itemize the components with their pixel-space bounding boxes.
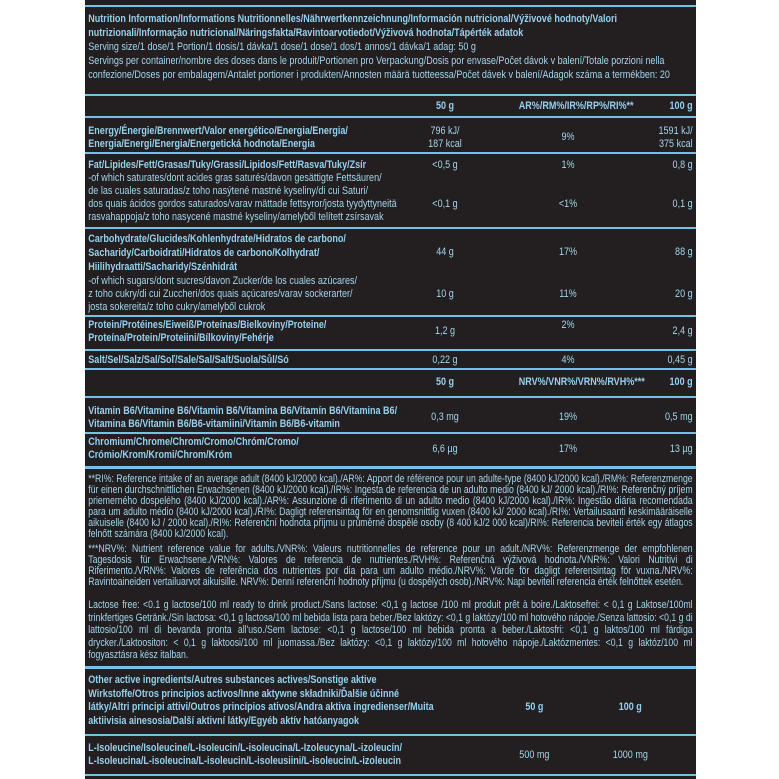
chromium-50g: 6,6 µg (432, 443, 458, 455)
divider (85, 368, 696, 370)
divider (85, 349, 696, 351)
energy-label: Energy/Énergie/Brennwert/Valor energético/Energia/Energia/ Energia/Energi/Energia/Energetická hodnota/Energia (88, 125, 348, 150)
vitb6-pct: 19% (558, 411, 578, 423)
carbs-100g: 88 g (675, 246, 693, 258)
col-header-100g: 100 g (669, 100, 693, 112)
sugars-100g: 20 g (675, 288, 693, 300)
carbs-label: Carbohydrate/Glucides/Kohlenhydrate/Hidratos de carbono/ Sacharidy/Carboidrati/Hidratos de carbono/Kolhydrat/ Hiilihydraatti/Sacharidy/Szénhidrát (88, 233, 346, 273)
sugars-50g: 10 g (436, 288, 454, 300)
divider (85, 152, 696, 154)
chromium-100g: 13 µg (669, 443, 693, 455)
protein-100g: 2,4 g (672, 325, 693, 337)
label-title: Nutrition Information/Informations Nutritionnelles/Nährwertkennzeichnung/Información nutricional/Výživové hodnoty/Valori nutrizionali/Informação nutricional/Näringsfakta/Ravintoarvotiedot/Výživová hodnota/Tápérték adatok (88, 13, 618, 39)
salt-100g: 0,45 g (667, 354, 693, 366)
salt-pct: 4% (561, 354, 575, 366)
fat-50g: <0,5 g (432, 159, 458, 171)
isoleucine-100g: 1000 mg (612, 749, 648, 761)
isoleucine-50g: 500 mg (519, 749, 550, 761)
col-header-nrv: NRV%/VNR%/VRN%/RVH%*** (518, 376, 645, 388)
divider (85, 734, 696, 736)
energy-50g: 796 kJ/ 187 kcal (428, 125, 462, 150)
sugars-label: -of which sugars/dont sucres/davon Zucker/de los cuales azúcares/ z toho cukry/di cui Zuccheri/dos quais açúcares/varav sockerarter/ josta sokereita/z toho cukry/amelyből cukrok (88, 275, 358, 313)
divider (85, 666, 696, 669)
saturates-pct: <1% (558, 198, 578, 210)
salt-label: Salt/Sel/Salz/Sal/Soľ/Sale/Sal/Salt/Suola/Sůl/Só (88, 354, 289, 366)
energy-pct: 9% (561, 131, 575, 143)
fat-pct: 1% (561, 159, 575, 171)
footnote-lactose: Lactose free: <0.1 g lactose/100 ml ready to drink product./Sans lactose: <0,1 g lactose /100 ml produit prêt à boire./Laktosefrei: < 0,1 g Laktose/100ml trinkfertiges Getränk./Sin lactosa: <0,1 g lactosa/100 ml bebida lista para beber./Bez laktózy: <0,1 g laktózy/100 ml hotového nápoje./Senza lattosio: <0,1 g di lattosio/100 ml di bevanda pronta all'uso./Sem lactose: <0,1 g lactose/100 ml bebida pronta a beber./Laktosfri: <0,1 g laktos/100 ml färdiga drycker./Laktoositon: < 0,1 g laktoosi/100 ml juomassa./Bez laktózy: <0,1 g laktózy/100 ml hotového nápoje./Laktózmentes: <0,1 g laktóz/100 ml fogyasztásra kész italban. (88, 599, 693, 662)
nutrition-label (85, 0, 696, 779)
sugars-pct: 11% (559, 288, 577, 300)
footnote-ri: **RI%: Reference intake of an average adult (8400 kJ/2000 kcal)./AR%: Apport de référence pour un adulte-type (8400 kJ/2000 kcal)./RM%: Referenzmenge für einen durchschnittlichen Erwachsenen (8400 kJ/2000 kcal)./IR%: Ingesta de referencia de un adulto medio (8400 kJ/ 2000 kcal)./RI%: Referenčný príjem priemerného dospelého (8400 kJ/2000 kcal)./AR%: Assunzione di riferimento di un adulto medio (8400 kJ/2000 kcal)./IR%: Ingestão diária recomendada para um adulto médio (8400 kJ/2000 kcal)./RI%: Dagligt referensintag för en genomsnittlig vuxen (8400 kJ/ 2000 kcal)./RI%: Vertailusaanti keskimääräiselle aikuiselle (8400 kJ / 2000 kcal)./RI%: Referenční hodnota příjmu u průměrné dospělé osoby (8 400 kJ/2 000 kcal)/RI%: Referencia beviteli érték egy átlagos felnőtt számára (8400 kJ/2000 kcal). (88, 473, 693, 540)
protein-label: Protein/Protéines/Eiweiß/Proteínas/Bielkoviny/Proteine/ Proteína/Protein/Proteiini/Bílkoviny/Fehérje (88, 319, 327, 344)
protein-50g: 1,2 g (434, 325, 456, 337)
energy-100g: 1591 kJ/ 375 kcal (658, 125, 693, 150)
saturates-label: -of which saturates/dont acides gras saturés/davon gesättigte Fettsäuren/ de las cuales saturadas/z toho nasýtené mastné kyseliny/di cui Saturi/ dos quais ácidos gordos saturados/varav mättade fettsyror/josta tyydyttyneitä rasvahappoja/z toho nasycené mastné kyseliny/amelyből telített zsírsavak (88, 172, 397, 223)
fat-label: Fat/Lipides/Fett/Grasas/Tuky/Grassi/Lipidos/Fett/Rasva/Tuky/Zsír (88, 159, 367, 171)
other-active-label: Other active ingredients/Autres substances actives/Sonstige aktive Wirkstoffe/Otros principios activos/Inne aktywne składniki/Ďalšie účinné látky/Altri principi attivi/Outros princípios ativos/Andra aktiva ingredienser/Muita aktiivisia ainesosia/Další aktivní látky/Egyéb aktív hatóanyagok (88, 674, 434, 728)
serving-size: Serving size/1 dose/1 Portion/1 dosis/1 dávka/1 dose/1 dose/1 dos/1 annos/1 dávka/1 adag: 50 g (88, 41, 476, 53)
salt-50g: 0,22 g (432, 354, 458, 366)
divider (85, 466, 696, 469)
col-header-100g-vitamins: 100 g (669, 376, 693, 388)
vitb6-50g: 0,3 mg (431, 411, 459, 423)
divider (85, 5, 696, 7)
saturates-50g: <0,1 g (432, 198, 458, 210)
col-header-ri: AR%/RM%/IR%/RP%/RI%** (518, 100, 634, 112)
divider (85, 116, 696, 118)
divider (85, 774, 696, 776)
col-header-50g-vitamins: 50 g (435, 376, 454, 388)
saturates-100g: 0,1 g (672, 198, 693, 210)
vitb6-100g: 0,5 mg (665, 411, 693, 423)
isoleucine-label: L-Isoleucine/Isoleucine/L-Isoleucin/L-isoleucina/L-Izoleucyna/L-izoleucín/ L-Isoleucina/L-isoleucina/L-isoleucin/L-isoleusiini/L-isoleucin/L-izoleucin (88, 742, 403, 767)
other-active-100g-header: 100 g (618, 701, 642, 713)
other-active-50g-header: 50 g (525, 701, 544, 713)
footnote-nrv: ***NRV%: Nutrient reference value for adults./VNR%: Valeurs nutritionnelles de reference pour un adult./NRV%: Referenzmenge der empfohlenen Tagesdosis für Erwachsene./VRN%: Valores de referencia de nutrientes./RVH%: Referenčná výživová hodnota./VNR%: Valori Nutritivi di Riferimento./VRN%: Valores de referência dos nutrientes por dia para um adulto médio./NRV%: Värde för dagligt referensintag för vuxna./NRV%: Ravintoaineiden vertailuarvot aikuisille. NRV%: Denní referenční hodnoty příjmu (u dospělých osob)./NRV%: Napi beviteli referencia érték felnőttek esetén. (88, 543, 693, 588)
servings-per-container: Servings per container/nombre des doses dans le produit/Portionen pro Verpackung/Dosis por envase/Počet dávok v balení/Totale porzioni nella confezione/Doses por embalagem/Antalet portioner i produkten/Annosten määrä tuotteessa/Počet dávek v balení/Adagok száma a termékben: 20 (88, 55, 670, 81)
divider (85, 315, 696, 317)
col-header-50g: 50 g (435, 100, 454, 112)
carbs-50g: 44 g (436, 246, 454, 258)
protein-pct: 2% (561, 319, 575, 331)
vitb6-label: Vitamin B6/Vitamine B6/Vitamin B6/Vitamina B6/Vitamín B6/Vitamina B6/ Vitamina B6/Vitamin B6/B6-vitamiini/Vitamin B6/B6-vitamin (88, 405, 398, 430)
divider (85, 94, 696, 96)
divider (85, 396, 696, 398)
chromium-pct: 17% (558, 443, 578, 455)
fat-100g: 0,8 g (672, 159, 693, 171)
divider (85, 227, 696, 229)
divider (85, 432, 696, 434)
carbs-pct: 17% (558, 246, 578, 258)
chromium-label: Chromium/Chrome/Chrom/Cromo/Chróm/Cromo/ Crómio/Krom/Kromi/Chrom/Króm (88, 436, 299, 461)
